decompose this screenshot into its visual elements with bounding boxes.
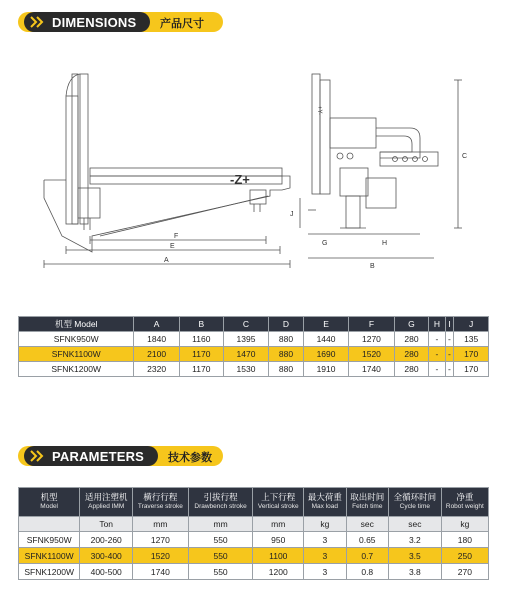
column-header-zh: 引拔行程: [203, 492, 238, 503]
column-header-en: Vertical stroke: [257, 503, 299, 511]
parameters-header-row: [19, 488, 489, 517]
dimensions-header-row: [19, 317, 489, 332]
table-cell: 1470: [223, 347, 268, 362]
column-header: J: [454, 317, 489, 332]
dim-label-a: A: [164, 257, 169, 264]
z-axis-label: -Z+: [230, 172, 250, 187]
unit-cell: mm: [133, 517, 189, 532]
table-cell: 550: [188, 564, 253, 580]
table-row: [19, 362, 489, 377]
column-header: [441, 488, 488, 517]
unit-cell: [19, 517, 80, 532]
table-row: [19, 564, 489, 580]
table-cell: 170: [454, 362, 489, 377]
table-cell: SFNK1100W: [19, 548, 80, 564]
technical-drawing: [0, 40, 507, 280]
table-cell: -: [429, 362, 445, 377]
drawing-labels: [164, 106, 467, 270]
banner-title-pill: [24, 12, 150, 32]
column-header: [253, 488, 304, 517]
column-header: H: [429, 317, 445, 332]
column-header: [80, 488, 133, 517]
column-header-zh: 适用注塑机: [84, 492, 128, 503]
table-cell: 880: [269, 362, 304, 377]
table-cell: SFNK950W: [19, 532, 80, 548]
table-cell: 1520: [133, 548, 189, 564]
column-header: D: [269, 317, 304, 332]
column-header: [188, 488, 253, 517]
section-title-zh: 技术参数: [168, 452, 212, 464]
table-cell: 1270: [349, 332, 394, 347]
unit-cell: sec: [388, 517, 441, 532]
table-cell: SFNK1100W: [19, 347, 134, 362]
table-cell: 170: [454, 347, 489, 362]
column-header: A: [134, 317, 179, 332]
table-cell: 3.8: [388, 564, 441, 580]
column-header: I: [445, 317, 454, 332]
table-cell: SFNK1200W: [19, 564, 80, 580]
column-header: [133, 488, 189, 517]
table-cell: 1840: [134, 332, 179, 347]
unit-cell: mm: [188, 517, 253, 532]
dim-label-f: F: [174, 233, 179, 240]
parameters-banner: [18, 446, 223, 466]
table-cell: 135: [454, 332, 489, 347]
table-cell: 950: [253, 532, 304, 548]
column-header-en: Max load: [311, 503, 339, 511]
table-cell: -: [429, 347, 445, 362]
table-cell: 0.7: [346, 548, 388, 564]
column-header: [346, 488, 388, 517]
unit-cell: mm: [253, 517, 304, 532]
table-cell: SFNK1200W: [19, 362, 134, 377]
column-header-zh: 机型: [40, 492, 58, 503]
unit-cell: kg: [441, 517, 488, 532]
banner-title-pill: [24, 446, 158, 466]
dimensions-body: [19, 332, 489, 377]
column-header: F: [349, 317, 394, 332]
table-cell: 180: [441, 532, 488, 548]
table-cell: 0.8: [346, 564, 388, 580]
table-cell: -: [445, 347, 454, 362]
column-header: C: [223, 317, 268, 332]
dim-label-h: H: [382, 240, 388, 247]
double-chevron-icon: [30, 450, 48, 462]
table-cell: 250: [441, 548, 488, 564]
table-cell: 1270: [133, 532, 189, 548]
table-cell: 270: [441, 564, 488, 580]
table-cell: 1100: [253, 548, 304, 564]
dimensions-table: [18, 316, 489, 377]
table-cell: 1395: [223, 332, 268, 347]
table-cell: 200-260: [80, 532, 133, 548]
column-header-en: Cycle time: [399, 503, 431, 511]
parameters-table: [18, 487, 489, 580]
table-cell: 550: [188, 532, 253, 548]
table-cell: -: [429, 332, 445, 347]
table-cell: 3: [304, 548, 346, 564]
section-title: PARAMETERS: [52, 448, 145, 464]
table-cell: -: [445, 362, 454, 377]
table-cell: 550: [188, 548, 253, 564]
table-cell: 880: [269, 347, 304, 362]
dim-label-b: B: [370, 263, 375, 270]
column-header: [19, 488, 80, 517]
column-header: G: [394, 317, 429, 332]
table-row: [19, 548, 489, 564]
column-header-zh: 上下行程: [261, 492, 296, 503]
table-cell: 3.5: [388, 548, 441, 564]
table-cell: 1170: [179, 347, 223, 362]
table-cell: 1200: [253, 564, 304, 580]
table-cell: 880: [269, 332, 304, 347]
unit-cell: sec: [346, 517, 388, 532]
table-cell: 1520: [349, 347, 394, 362]
column-header-en: Applied IMM: [88, 503, 125, 511]
front-view: [44, 74, 290, 268]
table-cell: 0.65: [346, 532, 388, 548]
table-cell: 1690: [303, 347, 348, 362]
column-header-zh: 净重: [456, 492, 474, 503]
dim-label-c: C: [462, 153, 468, 160]
unit-cell: kg: [304, 517, 346, 532]
column-header: E: [303, 317, 348, 332]
table-cell: 280: [394, 362, 429, 377]
table-cell: 1910: [303, 362, 348, 377]
column-header: B: [179, 317, 223, 332]
table-cell: 1740: [133, 564, 189, 580]
column-header-en: Fetch time: [352, 503, 383, 511]
table-cell: 1740: [349, 362, 394, 377]
column-header-zh: 最大荷重: [307, 492, 342, 503]
table-cell: SFNK950W: [19, 332, 134, 347]
dimensions-banner: [18, 12, 223, 32]
table-cell: 3: [304, 532, 346, 548]
column-header-zh: 全循环时间: [393, 492, 437, 503]
table-cell: 1170: [179, 362, 223, 377]
dim-label-g: G: [322, 240, 328, 247]
column-header-zh: 取出时间: [350, 492, 385, 503]
table-cell: 300-400: [80, 548, 133, 564]
table-row: [19, 532, 489, 548]
column-header: [304, 488, 346, 517]
column-header-en: Robot weight: [445, 503, 484, 511]
section-title: DIMENSIONS: [52, 14, 137, 30]
table-row: [19, 347, 489, 362]
table-cell: 2100: [134, 347, 179, 362]
table-cell: 400-500: [80, 564, 133, 580]
table-cell: 3: [304, 564, 346, 580]
side-view: [300, 74, 462, 258]
section-title-zh: 产品尺寸: [160, 18, 204, 30]
column-header: 机型 Model: [19, 317, 134, 332]
column-header-en: Drawbench stroke: [194, 503, 247, 511]
column-header-en: Traverse stroke: [137, 503, 183, 511]
table-cell: 3.2: [388, 532, 441, 548]
column-header-zh: 横行行程: [143, 492, 178, 503]
table-cell: 280: [394, 332, 429, 347]
table-cell: 1440: [303, 332, 348, 347]
table-cell: 2320: [134, 362, 179, 377]
unit-cell: Ton: [80, 517, 133, 532]
table-cell: 1530: [223, 362, 268, 377]
double-chevron-icon: [30, 16, 48, 28]
parameters-units-row: [19, 517, 489, 532]
table-row: [19, 332, 489, 347]
parameters-body: [19, 532, 489, 580]
y-axis-label: +Y-: [316, 106, 322, 115]
dim-label-e: E: [170, 243, 175, 250]
dim-label-j: J: [290, 211, 294, 218]
table-cell: 1160: [179, 332, 223, 347]
table-cell: -: [445, 332, 454, 347]
table-cell: 280: [394, 347, 429, 362]
column-header-en: Model: [40, 503, 59, 511]
column-header: [388, 488, 441, 517]
